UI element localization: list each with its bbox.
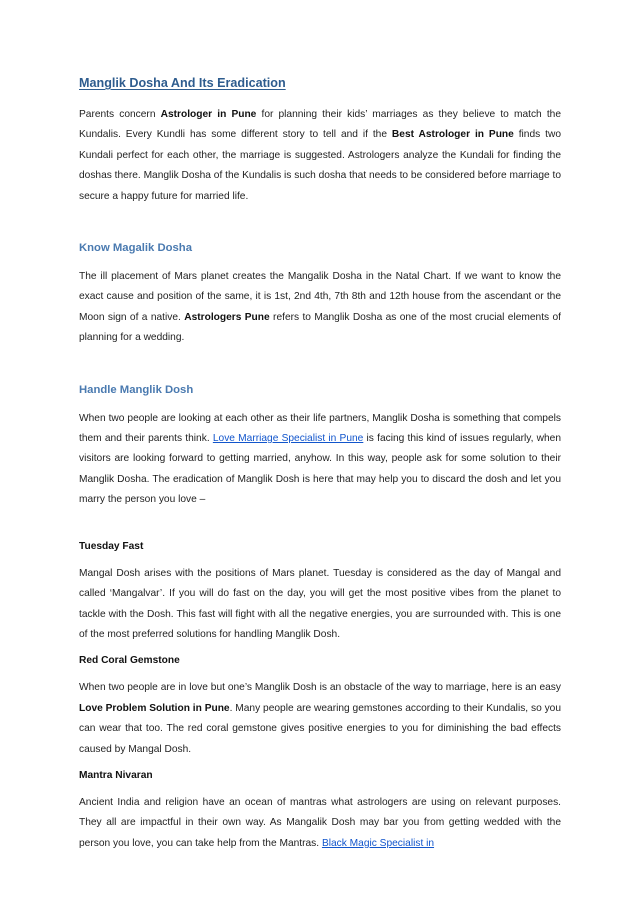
tuesday-paragraph: Mangal Dosh arises with the positions of Mars planet. Tuesday is considered as the day of Mangal and called ‘Mangalvar’. If you will do fast on the day, you will get the most positive vibes from the planet to tackle with the Dosh. This fast will fight with all the negative energies, you are surrounded with. This is one of the most preferred solutions for handling Manglik Dosh. — [79, 567, 561, 640]
intro-bold-astrologer-pune: Astrologer in Pune — [160, 109, 257, 120]
intro-paragraph — [79, 105, 561, 207]
heading-mantra-nivaran: Mantra Nivaran — [79, 769, 153, 781]
link-black-magic-specialist[interactable]: Black Magic Specialist in — [321, 837, 435, 849]
intro-text-3: finds two Kundali perfect for each other, the marriage is suggested. Astrologers analyze the Kundali for finding the doshas there. Manglik Dosha of the Kundalis is such dosha that needs to be considered before marriage to secure a happy future for married life. — [79, 129, 561, 202]
know-text-2: refers to Manglik Dosha as one of the most crucial elements of planning for a wedding. — [79, 311, 561, 344]
page-title: Manglik Dosha And Its Eradication — [79, 76, 286, 90]
heading-handle-manglik-dosh: Handle Manglik Dosh — [79, 383, 194, 396]
handle-paragraph — [79, 409, 561, 511]
heading-tuesday-fast: Tuesday Fast — [79, 540, 144, 552]
intro-text-1: Parents concern — [79, 109, 161, 120]
coral-text-2: . Many people are wearing gemstones according to their Kundalis, so you can wear that too. The red coral gemstone gives positive energies to you for diminishing the bad effects caused by Mangal Dosh. — [79, 702, 561, 755]
coral-text-1: When two people are in love but one’s Manglik Dosh is an obstacle of the way to marriage, here is an easy — [79, 682, 561, 694]
mantra-paragraph — [79, 793, 561, 854]
intro-bold-best-astrologer: Best Astrologer in Pune — [391, 129, 514, 141]
know-paragraph — [79, 267, 561, 349]
intro-text-2: for planning their kids’ marriages as they believe to match the Kundalis. Every Kundli has some different story to tell and if the — [79, 109, 562, 141]
handle-text-2: is facing this kind of issues regularly, when visitors are looking forward to getting married, anyhow. In this way, people ask for some solution to their Manglik Dosha. The eradication of Manglik Dosh is here that may help you to discard the dosh and let you marry the person you love – — [79, 433, 561, 506]
heading-red-coral-gemstone: Red Coral Gemstone — [79, 655, 180, 667]
document-body — [79, 74, 561, 854]
heading-know-magalik-dosha: Know Magalik Dosha — [79, 242, 192, 255]
know-bold-astrologers-pune: Astrologers Pune — [184, 311, 270, 323]
coral-paragraph — [79, 678, 561, 760]
mantra-text-1: Ancient India and religion have an ocean of mantras what astrologers are using on relevant purposes. They all are impactful in their own way. As Mangalik Dosh may bar you from getting wedded with the person you love, you can take help from the Mantras. — [79, 796, 561, 849]
handle-text-1: When two people are looking at each other as their life partners, Manglik Dosha is something that compels them and their parents think. — [79, 412, 561, 445]
know-text-1: The ill placement of Mars planet creates the Mangalik Dosha in the Natal Chart. If we want to know the exact cause and position of the same, it is 1st, 2nd 4th, 7th 8th and 12th house from the ascendant or the Moon sign of a native. — [79, 271, 561, 323]
coral-bold-love-problem-solution: Love Problem Solution in Pune — [79, 702, 230, 714]
link-love-marriage-specialist[interactable]: Love Marriage Specialist in Pune — [212, 433, 364, 445]
